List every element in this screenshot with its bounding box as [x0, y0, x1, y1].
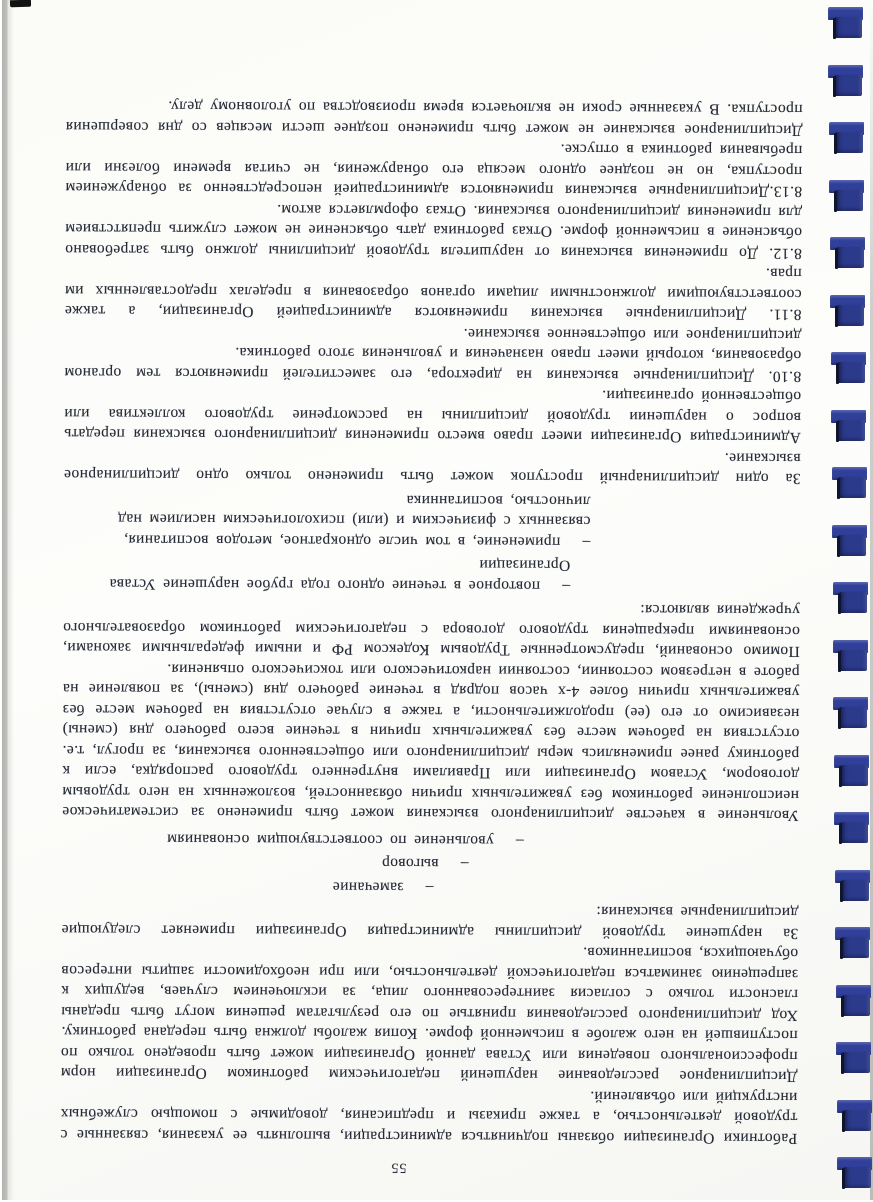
scan-edge-shadow-left	[0, 0, 14, 1200]
scan-artifact-mark	[10, 0, 31, 7]
bullet-line: – применение, в том числе однократное, методов воспитания, связанных с физическим и (или) психологическим насилием над личностью, воспитанника	[117, 491, 591, 551]
bullet-line: – замечание	[332, 878, 434, 896]
paragraph: 8.10. Дисциплинарные взыскания на директора, его заместителей применяются тем органом образования, который имеет право назначения и увольнения этого работника.	[64, 344, 802, 385]
text-column	[60, 95, 802, 1148]
paragraph: Дисциплинарное взыскание не может быть применено позднее шести месяцев со дня совершения проступка. В указанные сроки не включается время производства по уголовному делу.	[65, 98, 803, 139]
paragraph: 8.12. До применения взыскания от нарушителя трудовой дисциплины должно быть затребовано объяснение в письменной форме. Отказ работника дать объяснение не может служить препятствием для применения дисциплинарного взыскания. Отказ оформляется актом.	[64, 201, 803, 262]
bullet-line: – увольнение по соответствующим основаниям	[166, 830, 524, 850]
page-number: 55	[390, 1159, 407, 1175]
paragraph: Помимо оснований, предусмотренные Трудовым Кодексом РФ и иными федеральными законами, основаниями прекращения трудового договора с педагогическим работником образовательного учреждения являются:	[62, 601, 800, 661]
paragraph: 8.11. Дисциплинарные взыскания применяются администрацией Организации, а также соответствующими должностными лицами органов образования в пределах предоставленных им прав.	[64, 265, 802, 324]
paragraph: Дисциплинарное расследование нарушений педагогическим работником Организации норм профессионального поведения или Устава данной Организации может быть проведено только по поступившей на него жалобе в письменной форме. Копия жалобы должна быть передана работнику.	[60, 1023, 798, 1086]
paragraph: Увольнение в качестве дисциплинарного взыскания может быть применено за систематическое неисполнение работником без уважительных причин обязанностей, возложенных на него трудовым договором, Уставом Организации или Правилами внутреннего трудового распорядка, если к работнику ранее применялись меры дисциплинарного или общественного взыскания, за прогул, т.е. отсутствия на рабочем месте без уважительных причин в течение всего рабочего дня (смены) независимо от его (ее) продолжительности, а также в случае отсутствия на рабочем месте без уважительных причин более 4-х часов подряд в течение рабочего дня (смены), за появление на работе в нетрезвом состоянии, состоянии наркотического или токсического опьянения.	[61, 660, 800, 825]
paragraph: дисциплинарное или общественное взыскание.	[463, 325, 802, 344]
bullet-line: – повторное в течение одного года грубое нарушение Устава Организации	[109, 556, 571, 595]
paragraph: Администрация Организации имеет право вместо применения дисциплинарного взыскания передать вопрос о нарушении трудовой дисциплины на рассмотрение трудового коллектива или общественной организации.	[63, 387, 802, 447]
paragraph: За один дисциплинарный проступок может быть применено только одно дисциплинарное взыскание.	[63, 449, 801, 488]
bullet-line: – выговор	[381, 855, 469, 873]
paragraph: За нарушение трудовой дисциплины администрация Организации применяет следующие дисциплинарные взыскания:	[61, 903, 799, 942]
paragraph: Работники Организации обязаны подчиняться администрации, выполнять ее указания, связанные с трудовой деятельностью, а также приказы и предписания, доводимые с помощью служебных инструкций или объявлений.	[60, 1087, 798, 1147]
paragraph: Ход дисциплинарного расследования принятые по его результатам решения могут быть преданы гласности только с согласия заинтересованного лица, за исключением случаев, ведущих к запрещению заниматься педагогической деятельностью, или при необходимости защиты интересов обучающихся, воспитанников.	[60, 944, 799, 1024]
paragraph: 8.13.Дисциплинарные взыскания применяются администрацией непосредственно за обнаружением проступка, но не позднее одного месяца его обнаружения, не считая времени болезни или пребывания работника в отпуске.	[65, 141, 803, 201]
